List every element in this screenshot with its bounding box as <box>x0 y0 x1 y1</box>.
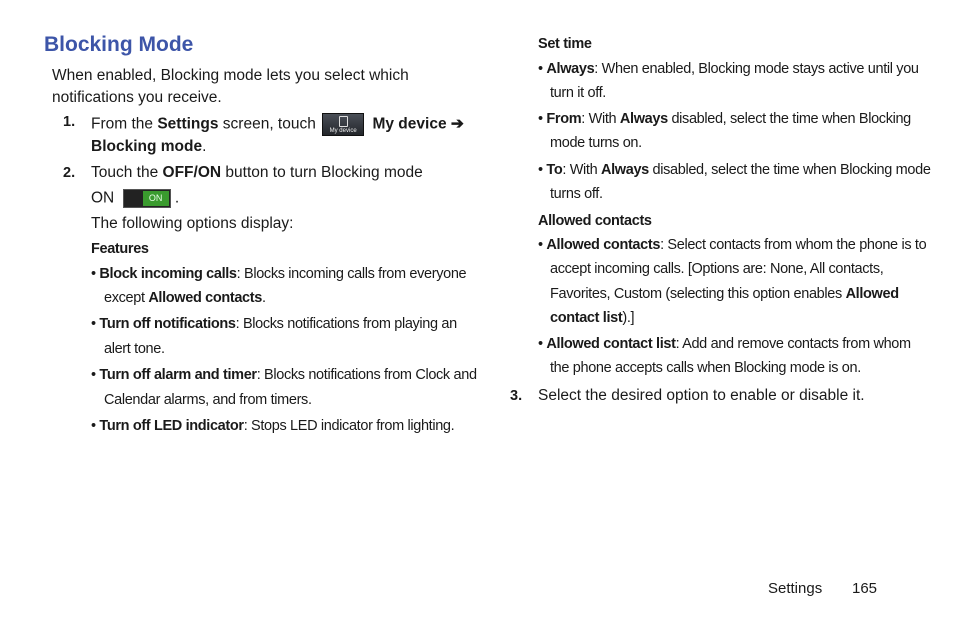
allowed-contacts-heading: Allowed contacts <box>538 213 652 229</box>
feature-4-text: : Stops LED indicator from lighting. <box>243 418 455 434</box>
from-title: From <box>546 111 582 127</box>
feature-3-title: Turn off alarm and timer <box>99 367 257 383</box>
to-title: To <box>546 162 563 178</box>
step-2-text-post: button to turn Blocking mode <box>221 164 423 181</box>
step-1-number: 1. <box>63 114 76 130</box>
step-2-number: 2. <box>63 165 76 181</box>
my-device-label: My device ➔ <box>372 115 464 133</box>
intro-line-2: notifications you receive. <box>52 89 222 106</box>
allowed-item-1-line-4 <box>550 310 634 326</box>
contact-list-label: contact list <box>550 310 623 326</box>
allowed-item-1: • Allowed contacts: Select contacts from whom the phone is to <box>538 237 927 253</box>
on-text: ON <box>91 189 115 207</box>
step-1-line-2 <box>91 138 206 156</box>
feature-1-text: : Blocks incoming calls from everyone <box>236 266 467 282</box>
step-2-line-2 <box>91 189 179 208</box>
feature-item-4: • Turn off LED indicator: Stops LED indicator from lighting. <box>91 418 455 434</box>
feature-1-title: Block incoming calls <box>99 266 237 282</box>
to-text-b: disabled, select the time when Blocking mode <box>648 162 931 178</box>
allowed-contacts-text-3: Favorites, Custom (selecting this option enables <box>550 286 846 302</box>
set-time-heading: Set time <box>538 36 592 52</box>
allowed-contacts-label: Allowed contacts <box>148 290 262 306</box>
feature-4-title: Turn off LED indicator <box>99 418 244 434</box>
allowed-item-2: • Allowed contact list: Add and remove contacts from whom <box>538 336 911 352</box>
always-text: : When enabled, Blocking mode stays active until you <box>594 61 919 77</box>
step-2-text: Touch the <box>91 164 163 181</box>
step-3-number: 3. <box>510 388 523 404</box>
on-toggle-icon <box>123 189 171 208</box>
feature-item-3-cont: Calendar alarms, and from timers. <box>104 392 312 408</box>
off-on-label: OFF/ON <box>162 164 222 181</box>
feature-item-2-cont: alert tone. <box>104 341 165 357</box>
allowed-contacts-text-4: ).] <box>622 310 635 326</box>
set-time-item-3: • To: With Always disabled, select the time when Blocking mode <box>538 162 931 178</box>
feature-2-title: Turn off notifications <box>99 316 236 332</box>
step-1-text-mid: screen, touch <box>218 115 316 133</box>
period: . <box>174 189 180 207</box>
set-time-item-3-cont: turns off. <box>550 186 603 202</box>
step-2-line-1 <box>91 164 423 182</box>
allowed-item-2-cont: the phone accepts calls when Blocking mode is on. <box>550 360 861 376</box>
set-time-item-1-cont: turn it off. <box>550 85 606 101</box>
step-1-text: From the <box>91 115 158 133</box>
always-title: Always <box>546 61 595 77</box>
my-device-icon-label: My device <box>329 128 357 134</box>
page-title: Blocking Mode <box>44 33 194 56</box>
allowed-contacts-title: Allowed contacts <box>546 237 661 253</box>
intro-line-1: When enabled, Blocking mode lets you select which <box>52 67 409 84</box>
blocking-mode-label: Blocking mode <box>91 138 203 155</box>
feature-item-3: • Turn off alarm and timer: Blocks notifications from Clock and <box>91 367 477 383</box>
set-time-item-2-cont: mode turns on. <box>550 135 642 151</box>
my-device-icon <box>322 113 364 136</box>
allowed-contact-list-text: : Add and remove contacts from whom <box>675 336 911 352</box>
set-time-item-1: • Always: When enabled, Blocking mode stays active until you <box>538 61 919 77</box>
feature-item-1: • Block incoming calls: Blocks incoming calls from everyone <box>91 266 467 282</box>
settings-label: Settings <box>157 115 219 133</box>
period: . <box>202 138 207 155</box>
allowed-item-1-line-3 <box>550 286 899 302</box>
always-label: Always <box>601 162 649 178</box>
following-options-text: The following options display: <box>91 215 294 232</box>
feature-3-text: : Blocks notifications from Clock and <box>256 367 477 383</box>
feature-2-text: : Blocks notifications from playing an <box>235 316 457 332</box>
toggle-label: ON <box>143 191 169 206</box>
to-text-a: : With <box>562 162 601 178</box>
allowed-label: Allowed <box>845 286 899 302</box>
step-3-text: Select the desired option to enable or disable it. <box>538 387 865 404</box>
from-text-b: disabled, select the time when Blocking <box>667 111 911 127</box>
from-text-a: : With <box>581 111 620 127</box>
period: . <box>261 290 266 306</box>
page-number: 165 <box>852 580 878 597</box>
feature-item-2: • Turn off notifications: Blocks notifications from playing an <box>91 316 457 332</box>
allowed-contact-list-title: Allowed contact list <box>546 336 676 352</box>
step-1-line-1 <box>91 113 464 136</box>
allowed-contacts-text: : Select contacts from whom the phone is to <box>660 237 927 253</box>
set-time-item-2: • From: With Always disabled, select the time when Blocking <box>538 111 911 127</box>
allowed-item-1-line-2: accept incoming calls. [Options are: None, All contacts, <box>550 261 884 277</box>
feature-item-1-cont <box>104 290 266 306</box>
feature-1-text-2: except <box>104 290 149 306</box>
features-heading: Features <box>91 241 149 257</box>
always-label: Always <box>619 111 668 127</box>
footer-section: Settings <box>768 580 823 597</box>
